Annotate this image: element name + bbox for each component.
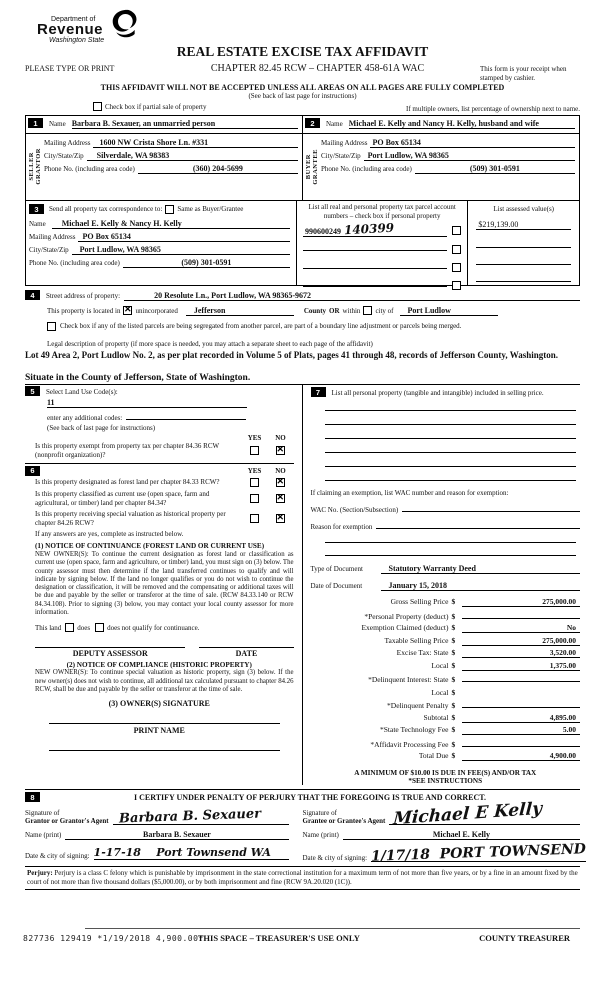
parties-box <box>25 115 580 201</box>
unincorporated-checkbox[interactable] <box>123 306 132 315</box>
assessed-header: List assessed value(s) <box>493 205 555 213</box>
does-qualify-checkbox[interactable] <box>65 623 74 632</box>
fee-row-exemption: Exemption Claimed (deduct) $ No <box>311 623 581 633</box>
grantor-date-city-value: 1-17-18 Port Townsend WA <box>93 846 271 859</box>
reason-line-2[interactable] <box>325 541 577 543</box>
seller-phone-value: (360) 204-5699 <box>138 164 298 174</box>
section5-no-header: NO <box>275 434 286 442</box>
perjury-text: Perjury is a class C felony which is punishable by imprisonment in the state correctional institution for a maximum term of not more than five years, or by a fine in an amount fixed by the court of not more than five thousand dollars ($5,000.00), or by both imprisonment and fine (RCW 9A.20.020 (1C)). <box>27 869 578 886</box>
segregated-checkbox[interactable] <box>47 322 56 331</box>
seller-panel <box>26 116 303 200</box>
exempt-yes-checkbox[interactable] <box>250 446 259 455</box>
buyer-mailing-value: PO Box 65134 <box>370 138 575 148</box>
section-4 <box>25 290 580 385</box>
seller-side-label: SELLER GRANTOR <box>28 148 42 186</box>
multiple-owners-note: If multiple owners, list percentage of ownership next to name. <box>406 105 580 113</box>
grantor-signature-of-label: Signature of <box>25 809 60 817</box>
treasurer-footer <box>23 928 580 943</box>
section-5-number: 5 <box>25 386 40 396</box>
corr-city-label: City/State/Zip <box>29 246 69 254</box>
deputy-assessor-sign-field[interactable] <box>35 646 185 648</box>
personal-property-checkbox-2[interactable] <box>452 245 461 254</box>
parcel-panel <box>297 201 468 285</box>
seller-name-value: Barbara B. Sexauer, an unmarried person <box>72 119 298 129</box>
form-title: REAL ESTATE EXCISE TAX AFFIDAVIT <box>176 44 429 59</box>
grantor-name-print-value: Barbara B. Sexauer <box>65 830 288 840</box>
section6-yes-header: YES <box>247 467 262 475</box>
perjury-label: Perjury: <box>27 869 53 877</box>
section6-no-header: NO <box>275 467 286 475</box>
grantor-agent-label: Grantor or Grantor's Agent <box>25 817 109 825</box>
situate-line: Situate in the County of Jefferson, State of Washington. <box>25 373 580 385</box>
legal-description-label: Legal description of property (if more space is needed, you may attach a separate sheet to each page of the affidavit) <box>47 339 373 348</box>
current-use-question: Is this property classified as current use (open space, farm and agricultural, or timber) land per chapter 84.34? <box>35 490 210 507</box>
historical-yes-checkbox[interactable] <box>250 514 259 523</box>
personal-property-line-5[interactable] <box>325 465 577 467</box>
fee-row-excise-state: Excise Tax: State $ 3,520.00 <box>311 648 581 658</box>
assessed-value-blank-2[interactable] <box>476 236 571 248</box>
current-use-yes-checkbox[interactable] <box>250 494 259 503</box>
owners-signature-label: (3) OWNER(S) SIGNATURE <box>108 699 210 709</box>
warning-line: THIS AFFIDAVIT WILL NOT BE ACCEPTED UNLESS ALL AREAS ON ALL PAGES ARE FULLY COMPLETED <box>100 83 505 92</box>
personal-property-label: List all personal property (tangible and intangible) included in selling price. <box>331 388 544 397</box>
same-as-buyer-checkbox[interactable] <box>165 205 174 214</box>
fee-row-excise-local: Local $ 1,375.00 <box>311 661 581 671</box>
fee-row-delinquent-penalty: *Delinquent Penalty $ <box>311 699 581 710</box>
same-as-buyer-label: Same as Buyer/Grantee <box>177 205 244 213</box>
forest-land-question: Is this property designated as forest land per chapter 84.33 RCW? <box>35 478 220 487</box>
please-type-label: PLEASE TYPE OR PRINT <box>25 64 115 73</box>
grantee-name-print-value: Michael E. Kelly <box>343 830 580 840</box>
fee-row-tech-fee: *State Technology Fee $ 5.00 <box>311 725 581 735</box>
logo-revenue: Revenue <box>37 21 104 38</box>
minimum-note: A MINIMUM OF $10.00 IS DUE IN FEE(S) AND/OR TAX <box>354 769 537 777</box>
personal-property-line-4[interactable] <box>325 451 577 453</box>
personal-property-checkbox-4[interactable] <box>452 281 461 290</box>
buyer-name-label: Name <box>326 119 343 128</box>
fee-row-personal-property: *Personal Property (deduct) $ <box>311 610 581 621</box>
assessed-value-blank-3[interactable] <box>476 253 571 265</box>
section-8 <box>25 789 587 890</box>
fee-row-delinquent-interest-local: Local $ <box>431 687 456 697</box>
grantee-signature-of-label: Signature of <box>302 809 337 817</box>
current-use-no-checkbox[interactable] <box>276 494 285 503</box>
partial-sale-label: Check box if partial sale of property <box>105 102 207 111</box>
assessed-value-blank-4[interactable] <box>476 270 571 282</box>
see-back-line: (See back of last page for instructions) <box>248 92 357 100</box>
section-5 <box>25 386 294 464</box>
parcel-header: List all real and personal property tax parcel account numbers – check box if personal property <box>308 203 456 220</box>
fee-row-taxable: Taxable Selling Price $ 275,000.00 <box>311 636 581 646</box>
personal-property-line-6[interactable] <box>325 479 577 481</box>
print-name-label: PRINT NAME <box>133 726 185 736</box>
receipt-note: This form is your receipt when stamped by cashier. <box>480 65 567 82</box>
grantee-name-print-label: Name (print) <box>302 831 339 839</box>
section-6 <box>25 466 294 751</box>
see-instructions-note: *SEE INSTRUCTIONS <box>408 777 483 785</box>
buyer-city-value: Port Ludlow, WA 98365 <box>364 151 575 161</box>
historical-no-checkbox[interactable] <box>276 514 285 523</box>
middle-columns <box>25 385 580 785</box>
fee-row-total-due: Total Due $ 4,900.00 <box>311 751 581 761</box>
corr-name-value: Michael E. Kelly & Nancy H. Kelly <box>52 219 290 229</box>
chapter-line: CHAPTER 82.45 RCW – CHAPTER 458-61A WAC <box>210 63 425 74</box>
section-2-number: 2 <box>305 118 320 128</box>
historical-question: Is this property receiving special valuation as historical property per chapter 84.26 RCW? <box>35 510 226 527</box>
seller-city-label: City/State/Zip <box>44 151 84 160</box>
correspondence-label: Send all property tax correspondence to: <box>49 205 163 213</box>
located-in-label: This property is located in <box>47 306 121 315</box>
date-of-document-value: January 15, 2018 <box>381 581 581 591</box>
county-label: County <box>303 306 327 315</box>
buyer-city-label: City/State/Zip <box>321 151 361 160</box>
section-7-number: 7 <box>311 387 326 397</box>
seller-city-value: Silverdale, WA 98383 <box>87 151 298 161</box>
if-yes-note: If any answers are yes, complete as instructed below. <box>35 530 184 538</box>
personal-property-checkbox-3[interactable] <box>452 263 461 272</box>
correspondence-parcel-box <box>25 201 580 286</box>
section5-see-back: (See back of last page for instructions) <box>47 424 156 432</box>
grantee-date-city-label: Date & city of signing: <box>302 854 368 862</box>
this-land-label: This land <box>35 623 62 632</box>
certify-line: I CERTIFY UNDER PENALTY OF PERJURY THAT THE FOREGOING IS TRUE AND CORRECT. <box>133 792 486 802</box>
forest-yes-checkbox[interactable] <box>250 478 259 487</box>
corr-name-label: Name <box>29 220 46 228</box>
perjury-paragraph <box>25 866 580 890</box>
fee-row-subtotal: Subtotal $ 4,895.00 <box>311 713 581 723</box>
street-address-value: 20 Resolute Ln., Port Ludlow, WA 98365-9672 <box>124 291 580 301</box>
buyer-phone-label: Phone No. (including area code) <box>321 164 412 173</box>
grantee-agent-label: Grantee or Grantee's Agent <box>302 817 386 825</box>
county-value: Jefferson <box>186 306 294 316</box>
grantee-signature: Michael E Kelly <box>392 798 544 830</box>
buyer-mailing-label: Mailing Address <box>321 138 368 147</box>
owners-print-name-field[interactable] <box>49 749 280 751</box>
fee-row-delinquent-interest-state: *Delinquent Interest: State $ <box>311 673 581 684</box>
partial-sale-checkbox[interactable] <box>93 102 102 111</box>
land-use-code-value: 11 <box>47 398 247 408</box>
city-of-checkbox[interactable] <box>363 306 372 315</box>
notice2-body: NEW OWNER(S): To continue special valuation as historic property, sign (3) below. If the new owner(s) does not wish to continue, all additional tax calculated pursuant to chapter 84.26 RCW, shall be due and payable by the seller or transferor at the time of sale. <box>35 669 294 693</box>
reason-field[interactable] <box>376 520 580 529</box>
land-use-label: Select Land Use Code(s): <box>46 387 118 396</box>
exemption-intro: If claiming an exemption, list WAC number and reason for exemption: <box>310 489 509 497</box>
wac-field[interactable] <box>402 503 580 512</box>
grantor-signature: Barbara B. Sexauer <box>118 806 261 827</box>
forest-no-checkbox[interactable] <box>276 478 285 487</box>
buyer-phone-value: (509) 301-0591 <box>415 164 575 174</box>
treasurer-space-label: THIS SPACE – TREASURER'S USE ONLY <box>197 933 360 943</box>
additional-codes-label: enter any additional codes: <box>47 414 123 422</box>
personal-property-line-3[interactable] <box>325 437 577 439</box>
assessed-value-1: $219,139.00 <box>476 220 571 230</box>
section5-yes-header: YES <box>247 434 262 442</box>
deputy-assessor-label: DEPUTY ASSESSOR <box>72 649 148 659</box>
legal-description-value: Lot 49 Area 2, Port Ludlow No. 2, as per plat recorded in Volume 5 of Plats, pages 41 through 48, records of Jefferson County, Washington. <box>25 349 559 360</box>
within-label: within <box>342 306 361 315</box>
revenue-swirl-icon <box>106 9 140 44</box>
grantor-name-print-label: Name (print) <box>25 831 62 839</box>
notice1-title: (1) NOTICE OF CONTINUANCE (FOREST LAND OR CURRENT USE) <box>35 542 265 550</box>
section-1-number: 1 <box>28 118 43 128</box>
seller-mailing-label: Mailing Address <box>44 138 91 147</box>
corr-phone-value: (509) 301-0591 <box>123 258 290 268</box>
personal-property-line-2[interactable] <box>325 423 577 425</box>
city-value: Port Ludlow <box>400 306 498 316</box>
cashier-stamp: 827736 129419 *1/19/2018 4,900.00* <box>23 933 204 943</box>
corr-phone-label: Phone No. (including area code) <box>29 259 120 267</box>
personal-property-checkbox-1[interactable] <box>452 226 461 235</box>
does-not-qualify-checkbox[interactable] <box>95 623 104 632</box>
section-4-number: 4 <box>25 290 40 300</box>
logo-dept-of: Department of <box>51 16 96 23</box>
personal-property-line-1[interactable] <box>325 409 577 411</box>
or-label: OR <box>329 306 340 315</box>
unincorporated-label: unincorporated <box>135 306 178 315</box>
assessor-date-field[interactable] <box>199 646 293 648</box>
street-address-label: Street address of property: <box>46 291 121 300</box>
seller-mailing-value: 1600 NW Crista Shore Ln. #331 <box>93 138 298 148</box>
corr-mailing-label: Mailing Address <box>29 233 76 241</box>
fee-row-gross: Gross Selling Price $ 275,000.00 <box>311 597 581 607</box>
owners-signature-field[interactable] <box>49 722 280 724</box>
notice1-body: NEW OWNER(S): To continue the current designation as forest land or classification as current use (open space, farm and agriculture, or timber) land, you must sign on (3) below. The county assessor must then determine if the land transferred continues to qualify and will indicate by signing below. If the land no longer qualifies or you do not wish to continue the designation or classification, it will be removed and the compensating or additional taxes will be due and payable by the seller or transferor at the time of sale. (RCW 84.33.140 or RCW 84.34.108). Prior to signing (3) below, you may contact your local county assessor for more information. <box>35 551 294 617</box>
county-treasurer-label: COUNTY TREASURER <box>479 933 570 943</box>
grantee-date-city-value: 1/17/18 PORT TOWNSEND <box>370 841 587 865</box>
buyer-side-label: BUYER GRANTEE <box>305 148 319 185</box>
reason-line-3[interactable] <box>325 554 577 556</box>
city-of-label: city of <box>375 306 394 315</box>
section-7 <box>303 385 581 785</box>
does-label: does <box>77 623 91 632</box>
additional-codes-field[interactable] <box>126 411 246 420</box>
section-6-number: 6 <box>25 466 40 476</box>
correspondence-panel <box>26 201 297 285</box>
notice2-title: (2) NOTICE OF COMPLIANCE (HISTORIC PROPERTY) <box>66 661 252 670</box>
assessed-panel <box>468 201 579 285</box>
reason-label: Reason for exemption <box>310 523 373 531</box>
seller-phone-label: Phone No. (including area code) <box>44 164 135 173</box>
type-of-document-value: Statutory Warranty Deed <box>381 564 581 574</box>
exempt-question: Is this property exempt from property tax per chapter 84.36 RCW (nonprofit organization)? <box>35 442 219 459</box>
parcel-number-typed: 990600249 <box>304 227 341 236</box>
wac-label: WAC No. (Section/Subsection) <box>310 506 399 514</box>
segregated-label: Check box if any of the listed parcels are being segregated from another parcel, are part of a boundary line adjustment or parcels being merged. <box>60 322 462 330</box>
assessor-date-label: DATE <box>235 649 258 659</box>
parcel-number-handwritten: 140399 <box>343 220 395 238</box>
fee-row-processing-fee: *Affidavit Processing Fee $ <box>311 738 581 749</box>
section-3-number: 3 <box>29 204 44 214</box>
logo-wa-state: Washington State <box>49 37 105 44</box>
buyer-panel <box>303 116 579 200</box>
date-of-document-label: Date of Document <box>310 582 363 590</box>
does-not-label: does not qualify for continuance. <box>107 623 200 632</box>
exempt-no-checkbox[interactable] <box>276 446 285 455</box>
section-8-number: 8 <box>25 792 40 802</box>
seller-name-label: Name <box>49 119 66 128</box>
buyer-name-value: Michael E. Kelly and Nancy H. Kelly, husband and wife <box>349 119 575 129</box>
corr-mailing-value: PO Box 65134 <box>78 232 289 242</box>
type-of-document-label: Type of Document <box>310 565 363 573</box>
corr-city-value: Port Ludlow, WA 98365 <box>72 245 290 255</box>
grantor-date-city-label: Date & city of signing: <box>25 852 90 860</box>
